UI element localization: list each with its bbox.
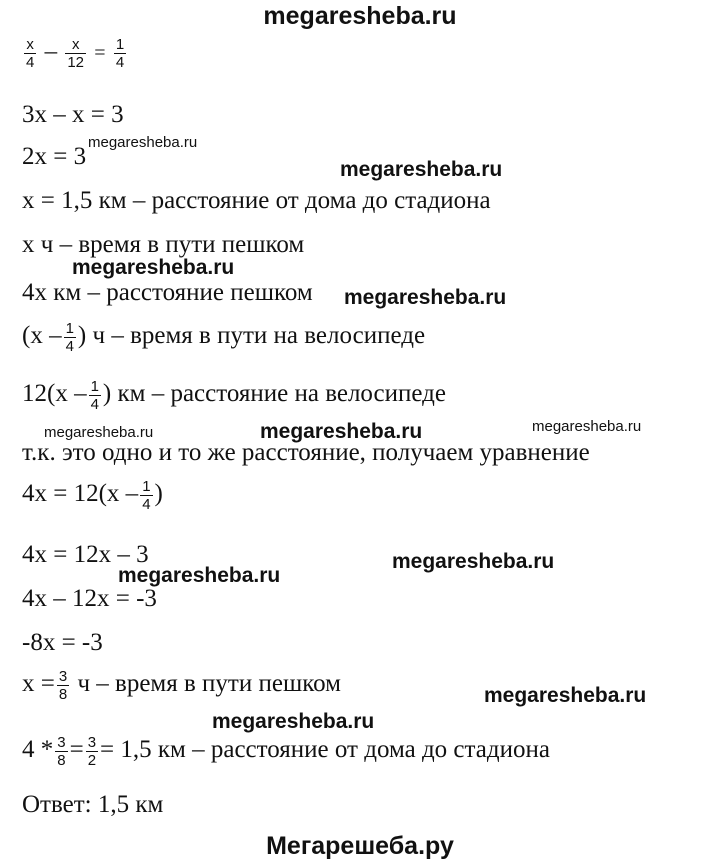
- text-prefix: 4 *: [22, 736, 54, 764]
- solution-distance-line: x = 1,5 км – расстояние от дома до стадиона: [22, 187, 491, 214]
- watermark: megaresheba.ru: [484, 684, 647, 707]
- equation-line-3: 2x = 3: [22, 143, 87, 170]
- denominator: 4: [26, 54, 35, 71]
- numerator: 1: [115, 36, 125, 53]
- distance-check-line: [22, 734, 550, 769]
- text-prefix: x =: [22, 670, 55, 698]
- text-prefix: 4x = 12(x –: [22, 480, 139, 508]
- numerator: 3: [57, 734, 66, 751]
- fraction-x-over-4: [24, 36, 36, 71]
- equation-line-2: 3x – x = 3: [22, 101, 124, 128]
- equals-sign: =: [69, 736, 84, 764]
- fraction-1-over-4: [89, 378, 101, 413]
- numerator: x: [24, 36, 36, 54]
- reasoning-line: т.к. это одно и то же расстояние, получаем уравнение: [22, 439, 590, 466]
- numerator: 3: [58, 668, 68, 685]
- numerator: 1: [65, 320, 74, 337]
- minus-sign: –: [44, 38, 58, 66]
- fraction-3-over-2: [86, 734, 98, 769]
- text-prefix: 12(x –: [22, 380, 87, 408]
- equation-line-11: 4x = 12x – 3: [22, 541, 149, 568]
- denominator: 8: [58, 686, 68, 703]
- equation-line-10: [22, 478, 163, 513]
- denominator: 4: [65, 338, 74, 355]
- walk-distance-line: 4x км – расстояние пешком: [22, 279, 313, 306]
- denominator: 2: [87, 752, 97, 769]
- fraction-3-over-8: [55, 734, 67, 769]
- equals-sign: =: [94, 42, 106, 65]
- fraction-1-over-4: [114, 36, 126, 71]
- text-suffix: = 1,5 км – расстояние от дома до стадиона: [100, 736, 550, 764]
- watermark: megaresheba.ru: [118, 564, 281, 587]
- text-suffix: ): [154, 480, 163, 508]
- watermark: megaresheba.ru: [212, 710, 375, 733]
- answer-line: Ответ: 1,5 км: [22, 791, 164, 818]
- equation-line-1: [22, 36, 128, 71]
- watermark: megaresheba.ru: [72, 256, 235, 279]
- bike-distance-line: [22, 378, 446, 413]
- text-suffix: ч – время в пути пешком: [77, 670, 341, 698]
- numerator: 3: [87, 734, 97, 751]
- denominator: 8: [57, 752, 66, 769]
- numerator: 1: [142, 478, 151, 495]
- site-header: megaresheba.ru: [263, 2, 457, 30]
- numerator: 1: [90, 378, 99, 395]
- fraction-x-over-12: [65, 36, 86, 71]
- bike-time-line: [22, 320, 425, 355]
- fraction-1-over-4: [140, 478, 152, 513]
- text-suffix: ) км – расстояние на велосипеде: [102, 380, 446, 408]
- watermark: megaresheba.ru: [392, 550, 555, 573]
- watermark: megaresheba.ru: [260, 420, 423, 443]
- text-prefix: (x –: [22, 322, 62, 350]
- equation-line-13: -8x = -3: [22, 629, 103, 656]
- equation-line-12: 4x – 12x = -3: [22, 585, 157, 612]
- denominator: 4: [115, 54, 125, 71]
- site-footer: Мегарешеба.ру: [266, 832, 454, 860]
- walk-time-result-line: [22, 668, 341, 703]
- variable-walk-time-line: x ч – время в пути пешком: [22, 231, 305, 258]
- text-suffix: ) ч – время в пути на велосипеде: [77, 322, 426, 350]
- watermark: megaresheba.ru: [88, 134, 198, 151]
- watermark: megaresheba.ru: [44, 424, 154, 441]
- watermark: megaresheba.ru: [532, 418, 642, 435]
- fraction-1-over-4: [64, 320, 76, 355]
- denominator: 4: [90, 396, 99, 413]
- watermark: megaresheba.ru: [340, 158, 503, 181]
- denominator: 12: [67, 54, 85, 71]
- fraction-3-over-8: [57, 668, 69, 703]
- watermark: megaresheba.ru: [344, 286, 507, 309]
- numerator: x: [65, 36, 86, 54]
- denominator: 4: [142, 496, 151, 513]
